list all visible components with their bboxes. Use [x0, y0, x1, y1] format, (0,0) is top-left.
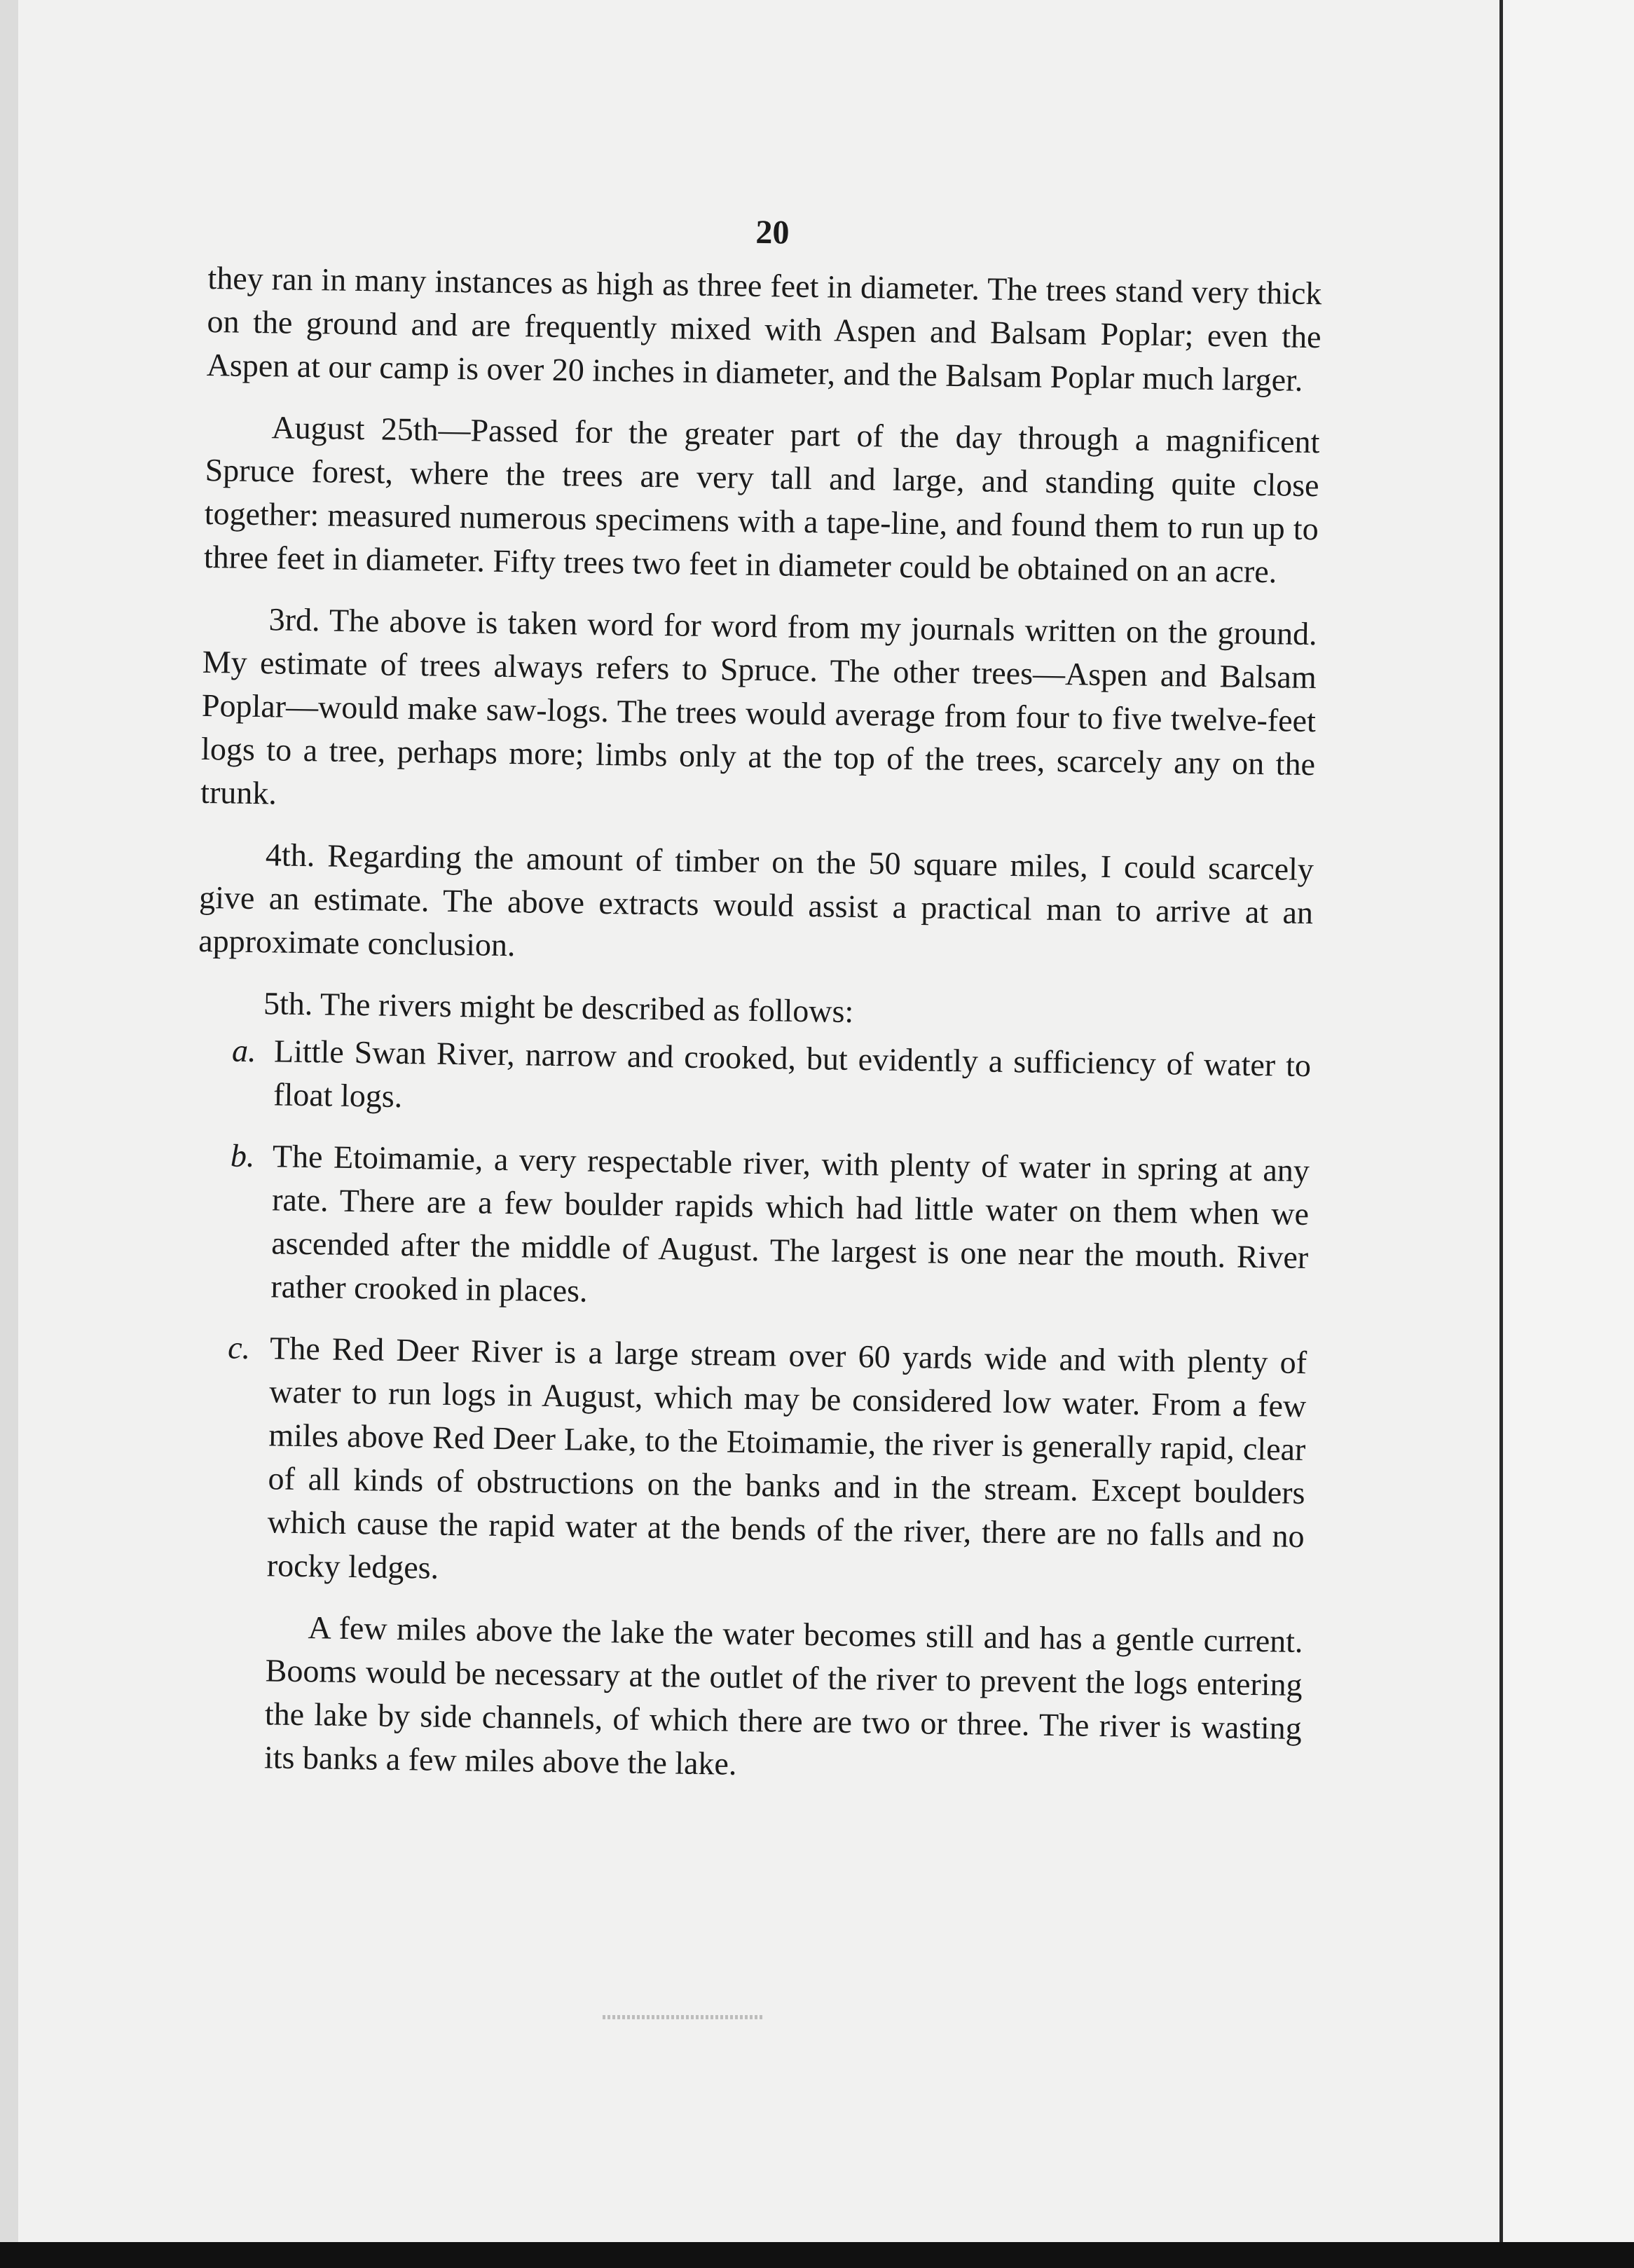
list-marker-b: b.: [230, 1137, 255, 1174]
page-number: 20: [755, 213, 790, 252]
list-marker-a: a.: [231, 1032, 256, 1069]
list-item-b: [193, 1134, 1310, 1323]
list-item-a: [196, 1029, 1312, 1131]
adjacent-page-edge: [1499, 0, 1634, 2268]
paragraph-4th: 4th. Regarding the amount of timber on the 50 square miles, I could scarcely give an estimate. The above extracts would assist a practical man to arrive at an approximate conclusion.: [198, 837, 1314, 963]
list-item-b-text: The Etoimamie, a very respectable river, with plenty of water in spring at any rate. There are a few boulder rapids which had little water on them when we ascended after the middle of August. The largest is one near the mouth. River rather crooked in places.: [270, 1138, 1310, 1309]
paragraph-5th: 5th. The rivers might be described as follows:: [263, 985, 854, 1029]
binding-shadow: [0, 0, 18, 2242]
paragraph-august-25th: August 25th—Passed for the greater part of the day through a magnificent Spruce forest, where the trees are very tall and large, and standing quite close together: measured numerous specimens with a tape-line, and found them to run up to three feet in diameter. Fifty trees two feet in diameter could be obtained on an acre.: [203, 409, 1320, 590]
page-text: [186, 203, 1323, 1812]
list-item-c-text: The Red Deer River is a large stream over 60 yards wide and with plenty of water to run logs in August, which may be considered low water. From a few miles above Red Deer Lake, to the Etoimamie, the river is generally rapid, clear of all kinds of obstructions on the banks and in the stream. Except boulders which cause the rapid water at the bends of the river, there are no falls and no rocky ledges.: [266, 1330, 1307, 1586]
list-marker-c: c.: [227, 1329, 251, 1366]
list-item-c: [189, 1326, 1307, 1602]
scan-bottom-border: [0, 2242, 1634, 2268]
paragraph-3rd: 3rd. The above is taken word for word from my journals written on the ground. My estimate of trees always refers to Spruce. The other trees—Aspen and Balsam Poplar—would make saw-logs. The trees would average from four to five twelve-feet logs to a tree, perhaps more; limbs only at the top of the trees, scarcely any on the trunk.: [200, 601, 1317, 811]
faint-show-through-rule: [603, 2015, 764, 2019]
list-item-c-continuation: A few miles above the lake the water becomes still and has a gentle current. Booms would be necessary at the outlet of the river to prevent the logs entering the lake by side channels, of which there are two or three. The river is wasting its banks a few miles above the lake.: [263, 1609, 1303, 1782]
list-item-a-text: Little Swan River, narrow and crooked, but evidently a sufficiency of water to float logs.: [273, 1033, 1312, 1114]
paragraph-trees-diameter: they ran in many instances as high as three feet in diameter. The trees stand very thick on the ground and are frequently mixed with Aspen and Balsam Poplar; even the Aspen at our camp is over 20 inches in diameter, and the Balsam Poplar much larger.: [206, 259, 1322, 398]
